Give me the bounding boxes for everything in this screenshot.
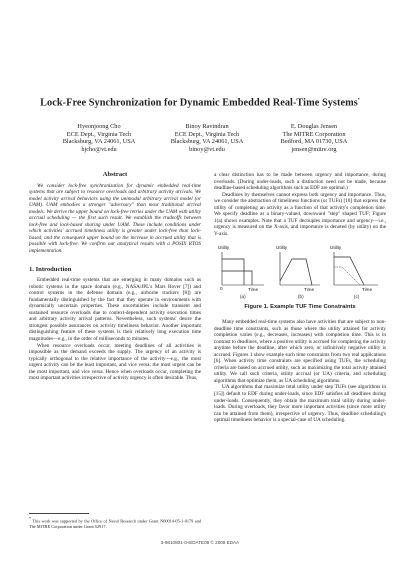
right-column <box>214 172 386 424</box>
footnote-rule <box>29 513 89 514</box>
panel-c-tuf-curve <box>334 257 364 285</box>
author-address: Blacksburg, VA 24061, USA <box>62 138 136 146</box>
author-address: Bedford, MA 01730, USA <box>280 138 348 146</box>
figure-panel-c <box>330 245 378 299</box>
panel-b-xlabel: Time <box>304 287 315 293</box>
panel-b-ylabel: Utility <box>276 245 288 251</box>
author-email: binoy@vt.edu <box>189 145 225 153</box>
right-paragraph-3: Many embedded real-time systems also have activities that are subject to non-deadline time constraints, such as those where the utility attained for activity completion varies (e.g., decreases, increases) with completion time. This is in contrast to deadlines, where a positive utility is accrued for completing the activity anytime before the deadline, after which zero, or infinitively negative utility is accrued. Figures 1 show example such time constraints from two real applications [6]. When activity time constraints are specified using TUFs, the scheduling criteria are based on accrued utility, such as maximizing the total activity attained utility. We call such criteria, utility accrual (or UA) criteria, and scheduling algorithms that optimize them, as UA scheduling algorithms. <box>214 319 386 384</box>
author-affiliation: ECE Dept., Virginia Tech <box>174 130 240 138</box>
author-block <box>14 123 386 163</box>
footnote <box>29 516 201 529</box>
tuf-figure-svg <box>214 243 386 301</box>
author-affiliation: ECE Dept., Virginia Tech <box>66 130 132 138</box>
panel-c-tag: (c) <box>354 294 360 300</box>
page-footer: 3-9810801-0-6/DATE08 © 2008 EDAA <box>160 540 240 545</box>
left-column <box>29 172 201 382</box>
figure-panel-a <box>218 245 264 299</box>
title-footnote-mark: * <box>357 97 360 102</box>
author-affiliation: The MITRE Corporation <box>282 130 346 138</box>
author-2 <box>147 123 267 153</box>
author-name: Binoy Ravindran <box>185 123 229 130</box>
panel-a-ylabel: Utility <box>218 245 230 251</box>
footnote-mark: * <box>29 516 31 521</box>
panel-a-step-tuf-low <box>222 271 252 285</box>
right-paragraph-1: a clear distinction has to be made between urgency and importance, during overloads. (During under-loads, such a distinction need not be made, because deadline-based scheduling algorithms such as EDF are optimal.) <box>214 172 386 192</box>
figure-caption: Figure 1. Example TUF Time Constraints <box>244 304 356 311</box>
right-paragraph-2: Deadlines by themselves cannot express both urgency and importance. Thus, we consider the abstraction of timeliness functions (or TUFs) [10] that express the utility of completing an activity as a function of that activity's completion time. We specify deadline as a binary-valued, downward "step" shaped TUF; Figure 1(a) shows examples. Note that a TUF decouples importance and urgency—i.e., urgency is measured on the X-axis, and importance is denoted (by utility) on the Y-axis. <box>214 191 386 237</box>
right-paragraph-4: UA algorithms that maximize total utility under step TUFs (see algorithms in [15]) default to EDF during under-loads, since EDF satisfies all deadlines during under-loads. Consequently, they obtain the maximum total utility during under-loads. During overloads, they favor more important activities (since more utility can be attained from them), irrespective of urgency. Thus, deadline scheduling's optimal timeliness behavior is a special-case of UA scheduling. <box>214 384 386 424</box>
author-3 <box>254 123 374 153</box>
author-email: hjcho@vt.edu <box>81 145 117 153</box>
figure-1 <box>214 243 386 301</box>
abstract-text: We consider lock-free synchronization for dynamic embedded real-time systems that are subject to resource overloads and arbitrary activity arrivals. We model activity arrival behaviors using the unimodal arbitrary arrival model (or UAM). UAM embodies a stronger "adversary" than most traditional arrival models. We derive the upper bound on lock-free retries under the UAM with utility accrual scheduling — the first such result. We establish the tradeoffs between lock-free and lock-based sharing under UAM. These include conditions under which activities' accrued timeliness utility is greater under lock-free than lock-based, and the consequent upper bound on the increase in accrued utility that is possible with lock-free. We confirm our analytical results with a POSIX RTOS implementation. <box>29 182 201 255</box>
panel-a-tag: (a) <box>240 294 246 300</box>
footnote-text: This work was supported by the Office of Naval Research under Grant N00014-05-1-0179 and The MITRE Corporation under Grant 52917. <box>29 518 201 529</box>
abstract-heading: Abstract <box>102 171 128 178</box>
author-name: Hyeonjoong Cho <box>77 123 121 130</box>
intro-paragraph-2: When resource overloads occur, meeting deadlines of all activities is impossible as the demand exceeds the supply. The urgency of an activity is typically orthogonal to the relative importance of the activity—e.g., the most urgent activity can be the least important, and vice versa; the most urgent can be the most important, and vice versa. Hence when overloads occur, completing the most important activities irrespective of activity urgency is often desirable. Thus, <box>29 342 201 382</box>
panel-a-origin: 0 <box>220 286 223 292</box>
figure-panel-b <box>276 245 320 299</box>
author-address: Blacksburg, VA 24061, USA <box>170 138 244 146</box>
panel-b-tuf-curve <box>280 259 312 285</box>
panel-a-xlabel: Time <box>248 287 259 293</box>
author-email: jensen@mitre.org <box>291 145 337 153</box>
panel-a-step-tuf-high <box>222 259 244 285</box>
paper-title: Lock-Free Synchronization for Dynamic Embedded Real-Time Systems* <box>40 97 360 109</box>
panel-b-tag: (b) <box>298 294 304 300</box>
section-heading-introduction: 1. Introduction <box>29 265 72 273</box>
intro-paragraph-1: Embedded real-time systems that are emerging in many domains such as robotic systems in the space domain (e.g., NASA/JPL's Mars Rover [7]) and control systems in the defense domain (e.g., airborne trackers [8]) are fundamentally distinguished by the fact that they operate in environments with dynamically uncertain properties. These uncertainties include transient and sustained resource overloads due to context-dependent activity execution times and arbitrary activity arrival patterns. Nevertheless, such systems' desire the strongest possible assurances on activity timeliness behavior. Another important distinguishing feature of these systems is their relatively long execution time magnitudes—e.g., in the order of milliseconds to minutes. <box>29 277 201 343</box>
panel-c-xlabel: Time <box>362 287 373 293</box>
author-name: E. Douglas Jensen <box>290 123 338 130</box>
panel-c-ylabel: Utility <box>330 245 342 251</box>
author-1 <box>39 123 159 153</box>
